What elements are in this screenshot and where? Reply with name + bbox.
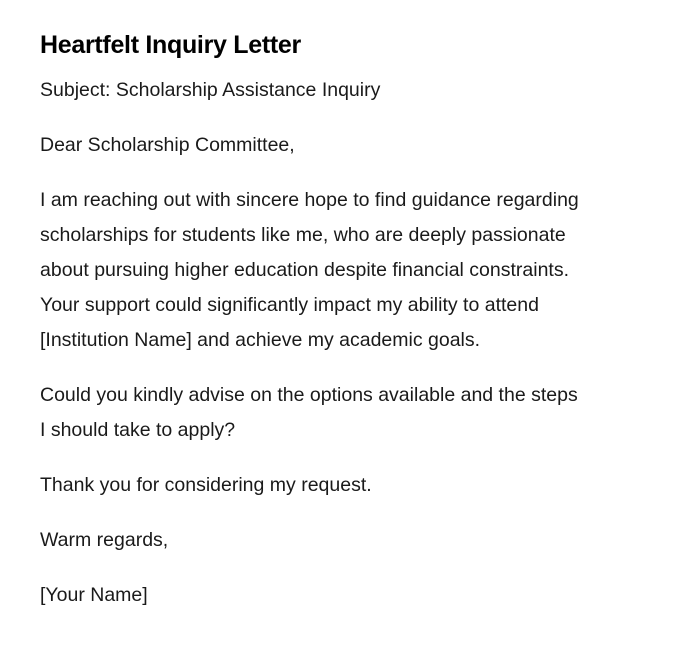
paragraph-line: I am reaching out with sincere hope to find guidance regarding	[40, 189, 579, 211]
letter-body-paragraph-1	[40, 183, 660, 358]
paragraph-line: Your support could significantly impact my ability to attend	[40, 294, 539, 316]
letter-closing: Warm regards,	[40, 529, 169, 551]
paragraph-line: I should take to apply?	[40, 419, 236, 441]
paragraph-line: about pursuing higher education despite financial constraints.	[40, 259, 570, 281]
paragraph-line: [Institution Name] and achieve my academic goals.	[40, 329, 481, 351]
letter-body-paragraph-2	[40, 378, 660, 448]
letter-title: Heartfelt Inquiry Letter	[40, 31, 301, 59]
letter-salutation: Dear Scholarship Committee,	[40, 134, 295, 156]
letter-subject: Subject: Scholarship Assistance Inquiry	[40, 79, 381, 101]
paragraph-line: scholarships for students like me, who are deeply passionate	[40, 224, 566, 246]
letter-signature: [Your Name]	[40, 584, 148, 606]
paragraph-line: Could you kindly advise on the options available and the steps	[40, 384, 578, 406]
letter-thanks: Thank you for considering my request.	[40, 474, 372, 496]
